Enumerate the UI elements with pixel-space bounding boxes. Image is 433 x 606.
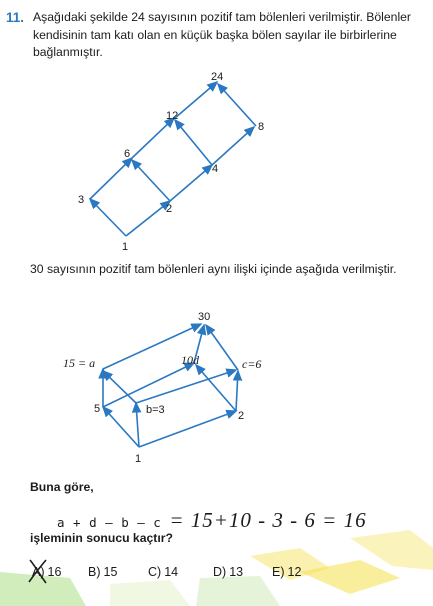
- node-2: 2: [166, 203, 173, 215]
- edge-3-6: [136, 370, 236, 403]
- edge-8-24: [218, 84, 256, 126]
- question-number: 11.: [6, 10, 25, 25]
- choice-b-value: 15: [103, 565, 118, 579]
- node-6: 6: [124, 148, 131, 160]
- node-24: 24: [211, 71, 224, 83]
- choice-e-value: 12: [287, 565, 302, 579]
- label-a: 15 = a: [63, 356, 96, 370]
- label-c: c=6: [242, 357, 262, 371]
- node-5: 5: [94, 403, 101, 415]
- choice-d[interactable]: [213, 565, 243, 579]
- handwritten-work: = 15+10 - 3 - 6 = 16: [169, 508, 367, 532]
- edge-1-3: [136, 403, 139, 447]
- edge-12-24: [175, 82, 217, 118]
- choice-b-letter: B): [88, 565, 101, 579]
- diagram1-node-labels: [78, 71, 264, 253]
- question-intro: Aşağıdaki şekilde 24 sayısının pozitif tam bölenleri verilmiştir. Bölenler kendisinin tam katı olan en küçük başka bölen sayılar ile birbirlerine bağlanmıştır.: [33, 10, 411, 59]
- expression: a + d – b – c: [57, 515, 162, 530]
- node-2: 2: [238, 410, 245, 422]
- edge-6-30: [206, 325, 238, 370]
- node-3: 3: [78, 194, 85, 206]
- edge-6-12: [132, 118, 174, 158]
- edge-2-4: [170, 165, 212, 201]
- node-8: 8: [258, 121, 265, 133]
- second-text: 30 sayısının pozitif tam bölenleri aynı ilişki içinde aşağıda verilmiştir.: [30, 262, 397, 276]
- edge-1-5: [103, 407, 139, 447]
- edge-2-6: [132, 160, 170, 201]
- choice-a-value: 16: [47, 565, 62, 579]
- label-b: b=3: [146, 404, 165, 416]
- edge-3-6: [90, 158, 132, 199]
- node-1: 1: [135, 453, 142, 465]
- choice-a[interactable]: [32, 565, 61, 579]
- choice-e[interactable]: [272, 565, 301, 579]
- diagram1-edges: [90, 82, 256, 236]
- node-30: 30: [198, 311, 211, 323]
- answer-choices: [0, 565, 433, 589]
- choice-c-letter: C): [148, 565, 162, 579]
- choice-b[interactable]: [88, 565, 117, 579]
- diagram2-edges: [103, 324, 238, 447]
- choice-c[interactable]: [148, 565, 178, 579]
- edge-4-8: [212, 127, 254, 165]
- edge-4-12: [175, 120, 212, 165]
- edge-1-2: [126, 201, 173, 236]
- divisor-diagram-24: [0, 60, 433, 260]
- node-4: 4: [212, 163, 219, 175]
- question-prompt: işleminin sonucu kaçtır?: [30, 531, 173, 545]
- lead-text: Buna göre,: [30, 480, 94, 494]
- node-12: 12: [166, 110, 179, 122]
- divisor-diagram-30: [0, 300, 433, 470]
- choice-e-letter: E): [272, 565, 285, 579]
- edge-1-2: [139, 411, 236, 447]
- choice-c-value: 14: [164, 565, 179, 579]
- edge-1-3: [90, 199, 126, 236]
- choice-a-letter: A): [32, 565, 45, 579]
- edge-2-6: [236, 371, 238, 411]
- choice-d-value: 13: [229, 565, 244, 579]
- highlighter-decoration: [0, 520, 433, 606]
- diagram2-labels: [63, 311, 261, 465]
- label-d: 10d: [181, 353, 199, 367]
- choice-d-letter: D): [213, 565, 227, 579]
- node-1: 1: [122, 241, 129, 253]
